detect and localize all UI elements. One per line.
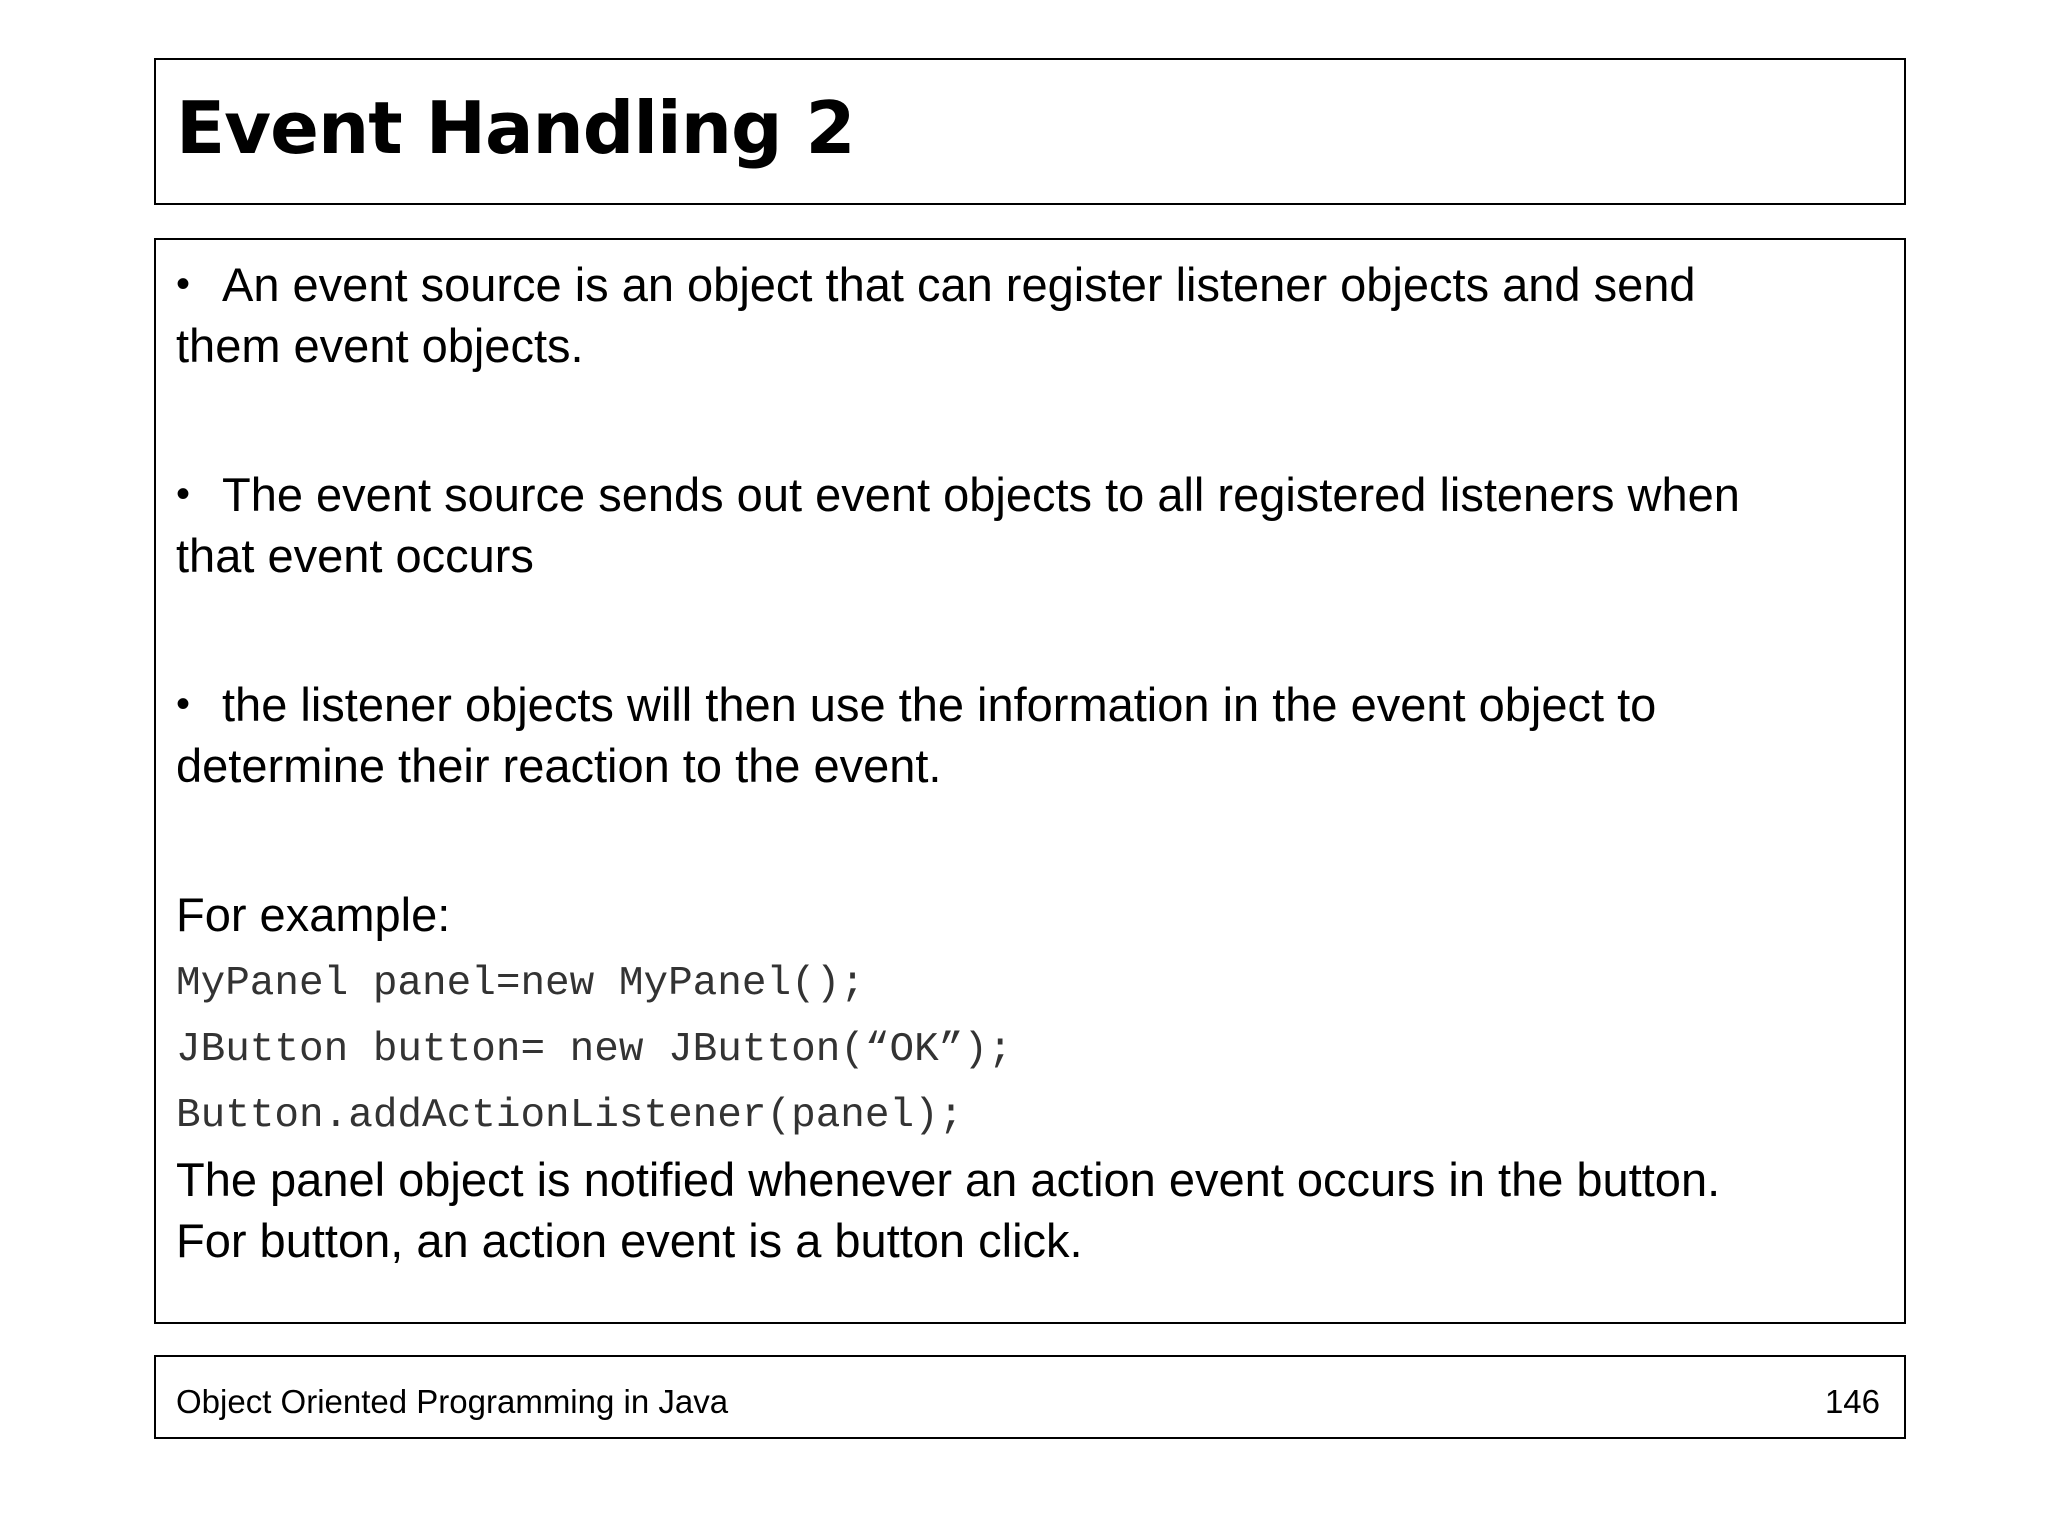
closing-line-1: The panel object is notified whenever an action event occurs in the button. [176, 1153, 1721, 1206]
slide-footer [154, 1355, 1906, 1439]
bullet-item-3 [176, 674, 1884, 796]
bullet-marker-3: • [176, 682, 191, 726]
bullet-marker-2: • [176, 472, 191, 516]
bullet-2-line-2: that event occurs [176, 529, 534, 582]
code-line-1: MyPanel panel=new MyPanel(); [176, 961, 865, 1007]
slide-content [176, 254, 1884, 1271]
footer-page-number: 146 [1824, 1383, 1880, 1420]
bullet-3-line-1: the listener objects will then use the information in the event object to [222, 678, 1657, 731]
bullet-marker-1: • [176, 262, 191, 306]
bullet-1-line-2: them event objects. [176, 319, 584, 372]
bullet-3-line-2: determine their reaction to the event. [176, 739, 942, 792]
bullet-1-line-1: An event source is an object that can register listener objects and send [222, 258, 1696, 311]
slide-title: Event Handling 2 [176, 86, 855, 170]
footer-course-title: Object Oriented Programming in Java [176, 1383, 729, 1420]
bullet-2-line-1: The event source sends out event objects to all registered listeners when [222, 468, 1740, 521]
slide-content-box [154, 238, 1906, 1324]
example-label: For example: [176, 888, 451, 941]
slide-title-box [154, 58, 1906, 205]
code-line-3: Button.addActionListener(panel); [176, 1093, 964, 1139]
bullet-item-1 [176, 254, 1884, 376]
closing-line-2: For button, an action event is a button click. [176, 1214, 1083, 1267]
code-line-2: JButton button= new JButton(“OK”); [176, 1027, 1013, 1073]
bullet-item-2 [176, 464, 1884, 586]
